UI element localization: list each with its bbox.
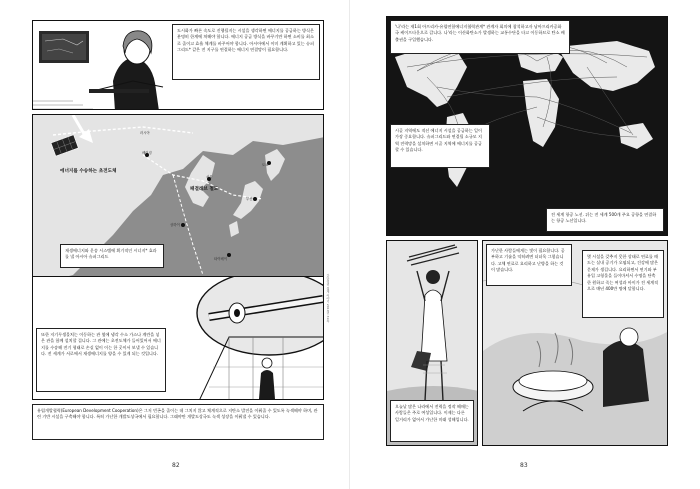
map-label-busan: 부산 [246, 197, 253, 201]
caption-top-left: 도시화가 빠른 속도로 진행될지는 시설을 생각하면 에너지를 공급하는 방식은 분명히 한계에 처해야 합니다. 에너지 공급 방식을 바꾸기만 하면 소비를 최소로 줄이고 효율 체계를 바꾸어야 합니다. 아시아에서 이미 계획하고 있는 슈퍼그리드* 같은 전 지구를 연결하는 에너지 연결망이 필요합니다. [172, 24, 320, 80]
caption-bottom-left: 유럽개발협력(European Development Cooperation)은 그저 빈곤을 줄이는 데 그치지 않고 체계적으로 저탄소 발전을 이뤄줄 수 있도록 녹색해야 하며, 관련 기반 시설을 구축해야 합니다. 특히 가난한 개발도상국에서 필요합니다. 그래야만 개발도상국도 녹색 성장을 이뤄낼 수 있습니다. [32, 404, 324, 440]
right-page [350, 0, 700, 489]
map-note: 재생에너지와 운송 시스템에 획기적인 시너지* 효과를 낼 아시아 슈퍼그리드 [60, 244, 164, 268]
caption-map-left: 시골 지역에도 적선 에너지 시설을 공급하는 일이 가장 중요합니다. 슈퍼그리드와 연결될 소규모 지역 전력망을 설치하면 시골 지역에 에너지를 공급할 수 있습니다. [390, 124, 490, 168]
map-label-solar: 에너지를 수송하는 초전도체 [60, 169, 117, 174]
map-label-russia: 러시아 [140, 131, 150, 135]
caption-middle-left: 또한 저기무생물처는 이동하는 관 옆에 냉각 수소 가스나 계란을 넣은 관을 함께 설치할 겁니다. 그 관에는 초전도체가 들어있어서 에너지를 수송해 전기 형태로 손실 없이 이는 한 곳이서 보낼 수 있습니다. 전 세계가 서로에서 재생에너지를 양을 수 있게 되는 것입니다. [36, 328, 166, 392]
caption-cooking: 몇 시설을 갖추지 못한 상태로 연료를 때드는 실내 공기가 오염되고, 건강에 많은 문제가 생깁니다. 요리하면서 연기와 부유입 고형물을 들이마셔서 수명을 단축한 원하고 죽는 여성과 아이가 전 세계적으로 매년 400만 명에 달합니다. [582, 250, 664, 318]
caption-woman: 가난한 사람들에게는 빛이 필요합니다. 공부하고 기술을 익히려면 더더욱 그렇습니다. 고체 연료로 요리하고 난방을 하는 것이 많습니다. [486, 244, 572, 286]
caption-map-bottom: 전 세계 항공 노선. 뒤는 전 세계 500개 주요 공항을 연결하는 항공 노선입니다. [546, 208, 664, 232]
map-label-beijing: 베이징 [142, 151, 152, 155]
map-label-railway: 패결레브 철도 [190, 187, 219, 192]
map-label-tokyo: 도쿄 [262, 163, 269, 167]
map-label-seoul: 서울 [206, 175, 213, 179]
map-label-taipei: 타이베이 [214, 257, 228, 261]
caption-night: 오늘날 많은 나라에서 전력을 정작 해매는 사람들은 주로 여성입니다. 이제는 다른 일거리가 없어서 가난한 미래 성해입니다. [390, 400, 474, 442]
caption-top-right: '나'라는 제1회 아프리카-유럽연합에너지협력관계* 관계자 회의에 참석하고자 남아프리카공화국 케이프타운으로 갑니다. 나'라는 이산화탄소가 발생하는 교통수단을 타고 이동하므로 탄소 배출권을 구입했습니다. [390, 20, 570, 54]
vertical-credit: 간단정리 쉽게 이야기 2010년 31쪽 [326, 274, 330, 323]
page-number-right: 83 [520, 462, 528, 469]
map-label-shanghai: 상하이 [170, 223, 180, 227]
page-number-left: 82 [172, 462, 180, 469]
